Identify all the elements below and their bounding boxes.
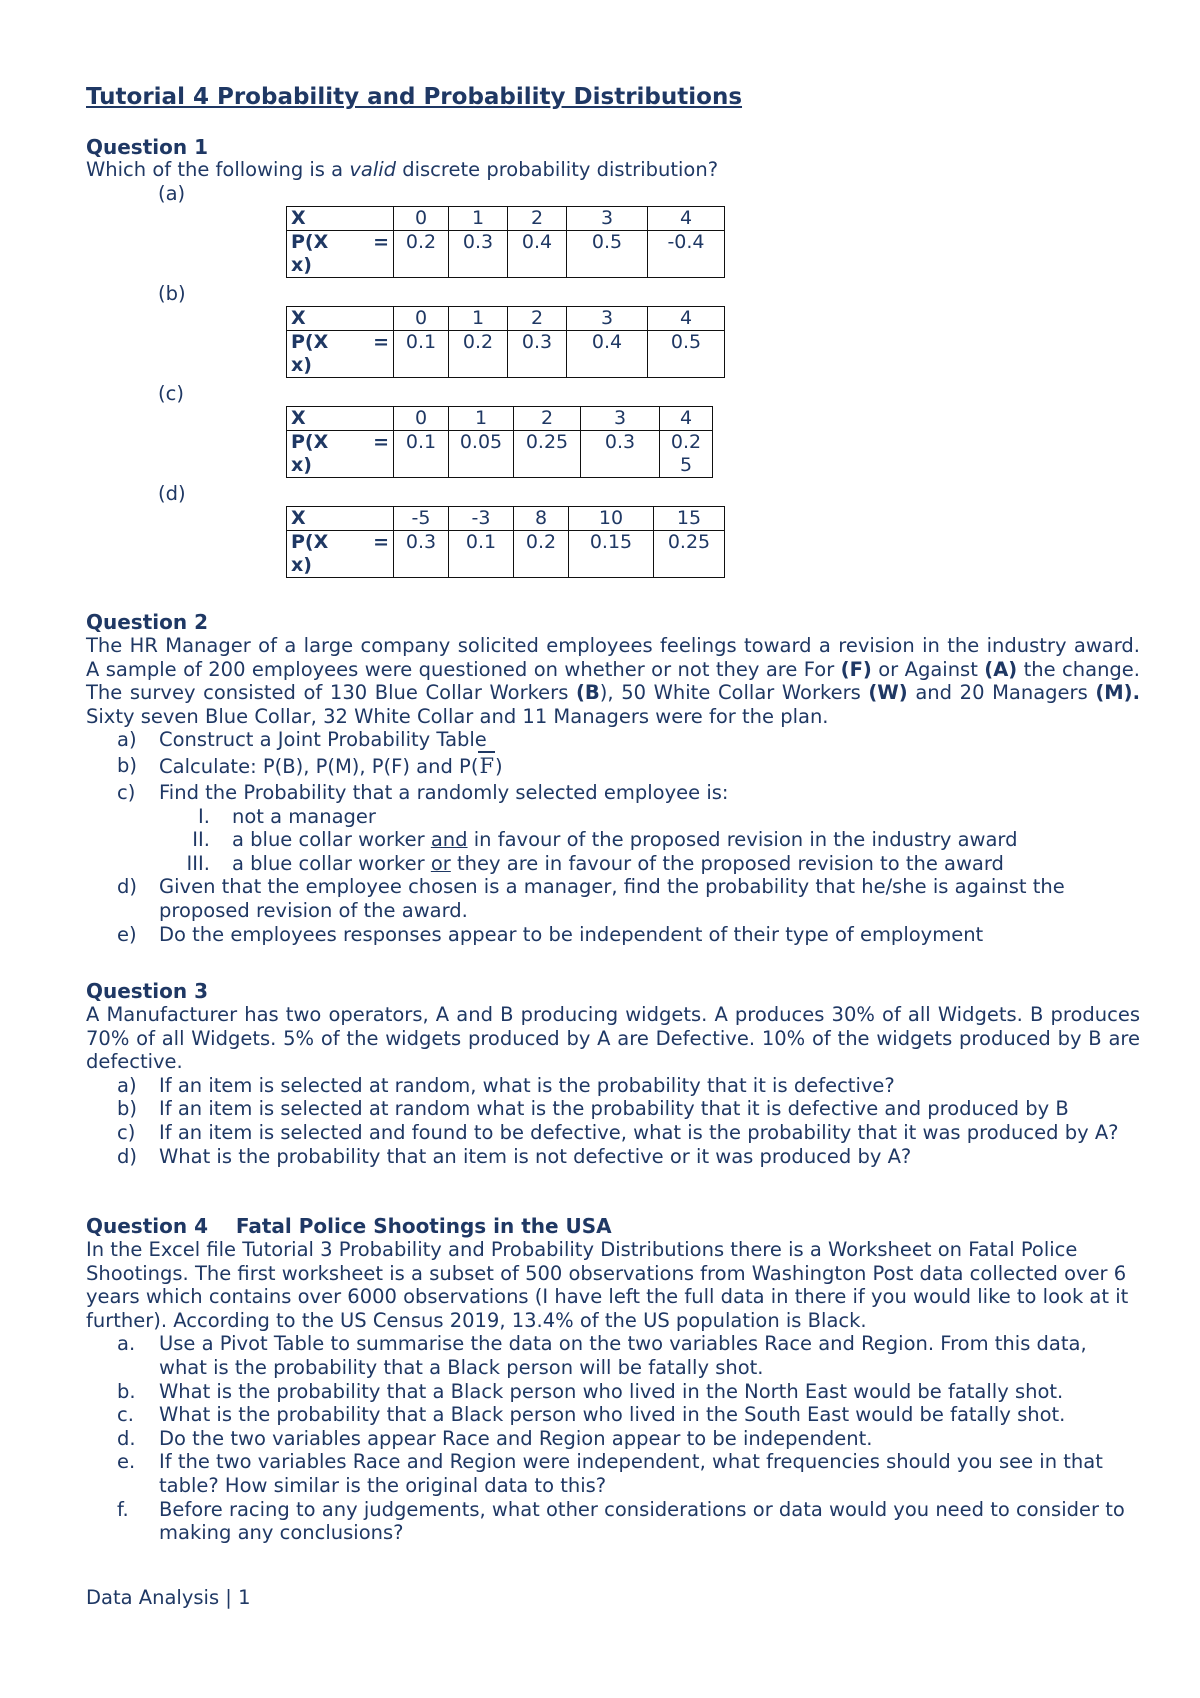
list-item: b) Calculate: P(B), P(M), P(F) and P(F) bbox=[117, 753, 503, 778]
table-cell: 0.2 5 bbox=[660, 431, 713, 478]
table-header-p: P(X = x) bbox=[287, 531, 394, 578]
question-3-items bbox=[86, 1074, 1140, 1168]
table-cell: 0.1 bbox=[394, 331, 449, 378]
list-item: III. a blue collar worker or they are in favour of the proposed revision to the award bbox=[186, 851, 1004, 875]
table-header-x: X bbox=[287, 507, 394, 531]
document-title: Tutorial 4 Probability and Probability Distributions bbox=[86, 84, 743, 110]
f-bar-symbol: F bbox=[479, 753, 495, 778]
list-item: b. What is the probability that a Black person who lived in the North East would be fatally shot. bbox=[117, 1379, 1064, 1403]
table-cell: 8 bbox=[514, 507, 569, 531]
distribution-table-d bbox=[286, 506, 725, 578]
list-item: a) Construct a Joint Probability Table bbox=[117, 728, 487, 752]
table-header-x: X bbox=[287, 207, 394, 231]
table-cell: 4 bbox=[660, 407, 713, 431]
table-cell: 0.3 bbox=[394, 531, 449, 578]
list-item: d) What is the probability that an item is not defective or it was produced by A? bbox=[117, 1144, 912, 1168]
list-item: f. Before racing to any judgements, what other considerations or data would you need to consider to making any conclusions? bbox=[117, 1497, 1125, 1545]
table-cell: 0.25 bbox=[514, 431, 581, 478]
table-header-p: P(X = x) bbox=[287, 431, 394, 478]
table-cell: -0.4 bbox=[648, 231, 725, 278]
table-cell: 2 bbox=[508, 307, 567, 331]
table-cell: 2 bbox=[514, 407, 581, 431]
question-4-intro: In the Excel file Tutorial 3 Probability and Probability Distributions there is a Worksheet on Fatal Police Shootings. The first worksheet is a subset of 500 observations from Washington Post data collected over 6 years which contains over 6000 observations (I have left the full data in there if you would like to look at it further). According to the US Census 2019, 13.4% of the US population is Black. bbox=[86, 1238, 1129, 1332]
table-cell: 0 bbox=[394, 307, 449, 331]
table-cell: 1 bbox=[449, 307, 508, 331]
table-c-label: (c) bbox=[158, 382, 184, 405]
table-cell: -5 bbox=[394, 507, 449, 531]
table-cell: -3 bbox=[449, 507, 514, 531]
table-cell: 3 bbox=[567, 307, 648, 331]
table-cell: 0.3 bbox=[581, 431, 660, 478]
list-item: a. Use a Pivot Table to summarise the data on the two variables Race and Region. From this data, what is the probability that a Black person will be fatally shot. bbox=[117, 1332, 1087, 1379]
question-3-heading: Question 3 bbox=[86, 979, 208, 1003]
question-3-intro: A Manufacturer has two operators, A and B producing widgets. A produces 30% of all Widgets. B produces 70% of all Widgets. 5% of the widgets produced by A are Defective. 10% of the widgets produced by B are defective. bbox=[86, 1003, 1140, 1074]
table-cell: 0.5 bbox=[567, 231, 648, 278]
question-2-items-cont bbox=[86, 875, 1140, 946]
list-item: c) Find the Probability that a randomly selected employee is: bbox=[117, 780, 729, 804]
table-cell: 0.1 bbox=[449, 531, 514, 578]
question-2-subitems bbox=[86, 805, 1140, 876]
table-cell: 4 bbox=[648, 307, 725, 331]
table-cell: 0.2 bbox=[514, 531, 569, 578]
question-1-prompt: Which of the following is a valid discrete probability distribution? bbox=[86, 158, 719, 181]
table-cell: 0.05 bbox=[449, 431, 514, 478]
table-header-p: P(X = x) bbox=[287, 331, 394, 378]
table-a-label: (a) bbox=[158, 182, 186, 205]
table-b-label: (b) bbox=[158, 282, 186, 305]
table-cell: 0.25 bbox=[654, 531, 725, 578]
list-item: II. a blue collar worker and in favour of the proposed revision in the industry award bbox=[192, 828, 1018, 852]
question-3 bbox=[86, 979, 1140, 1168]
table-header-x: X bbox=[287, 407, 394, 431]
table-cell: 0.3 bbox=[508, 331, 567, 378]
table-cell: 0.5 bbox=[648, 331, 725, 378]
list-item: e. If the two variables Race and Region were independent, what frequencies should you see in that table? How similar is the original data to this? bbox=[117, 1450, 1103, 1497]
table-cell: 0.15 bbox=[569, 531, 654, 578]
question-4-items bbox=[86, 1332, 1140, 1544]
distribution-table-b bbox=[286, 306, 725, 378]
table-cell: 10 bbox=[569, 507, 654, 531]
distribution-table-a bbox=[286, 206, 725, 278]
page-footer: Data Analysis | 1 bbox=[86, 1586, 251, 1609]
table-cell: 0 bbox=[394, 407, 449, 431]
table-header-p: P(X = x) bbox=[287, 231, 394, 278]
table-cell: 3 bbox=[567, 207, 648, 231]
question-2-intro: The HR Manager of a large company solicited employees feelings toward a revision in the industry award. A sample of 200 employees were questioned on whether or not they are For (F) or Against (A) the change. The survey consisted of 130 Blue Collar Workers (B), 50 White Collar Workers (W) and 20 Managers (M). Sixty seven Blue Collar, 32 White Collar and 11 Managers were for the plan. bbox=[86, 634, 1140, 728]
table-cell: 0.4 bbox=[567, 331, 648, 378]
list-item: b) If an item is selected at random what is the probability that it is defective and produced by B bbox=[117, 1097, 1069, 1121]
question-2-items bbox=[86, 728, 1140, 804]
table-d-label: (d) bbox=[158, 482, 186, 505]
list-item: c) If an item is selected and found to be defective, what is the probability that it was produced by A? bbox=[117, 1120, 1119, 1144]
question-1-heading: Question 1 bbox=[86, 135, 208, 159]
table-cell: 0.4 bbox=[508, 231, 567, 278]
distribution-table-c bbox=[286, 406, 713, 478]
question-2 bbox=[86, 610, 1140, 946]
table-header-x: X bbox=[287, 307, 394, 331]
table-cell: 1 bbox=[449, 207, 508, 231]
table-cell: 2 bbox=[508, 207, 567, 231]
list-item: e) Do the employees responses appear to be independent of their type of employment bbox=[117, 922, 984, 946]
table-cell: 4 bbox=[648, 207, 725, 231]
list-item: d) Given that the employee chosen is a manager, find the probability that he/she is against the proposed revision of the award. bbox=[117, 875, 1065, 922]
table-cell: 0.3 bbox=[449, 231, 508, 278]
list-item: d. Do the two variables appear Race and Region appear to be independent. bbox=[117, 1426, 873, 1450]
table-cell: 0.2 bbox=[394, 231, 449, 278]
table-cell: 0.1 bbox=[394, 431, 449, 478]
question-4-heading: Question 4 Fatal Police Shootings in the USA bbox=[86, 1214, 612, 1238]
table-cell: 15 bbox=[654, 507, 725, 531]
question-4 bbox=[86, 1214, 1140, 1545]
question-2-heading: Question 2 bbox=[86, 610, 208, 634]
table-cell: 1 bbox=[449, 407, 514, 431]
table-cell: 0.2 bbox=[449, 331, 508, 378]
list-item: c. What is the probability that a Black person who lived in the South East would be fatally shot. bbox=[117, 1403, 1066, 1427]
table-cell: 3 bbox=[581, 407, 660, 431]
list-item: a) If an item is selected at random, what is the probability that it is defective? bbox=[117, 1073, 895, 1097]
list-item: I. not a manager bbox=[198, 804, 376, 828]
table-cell: 0 bbox=[394, 207, 449, 231]
